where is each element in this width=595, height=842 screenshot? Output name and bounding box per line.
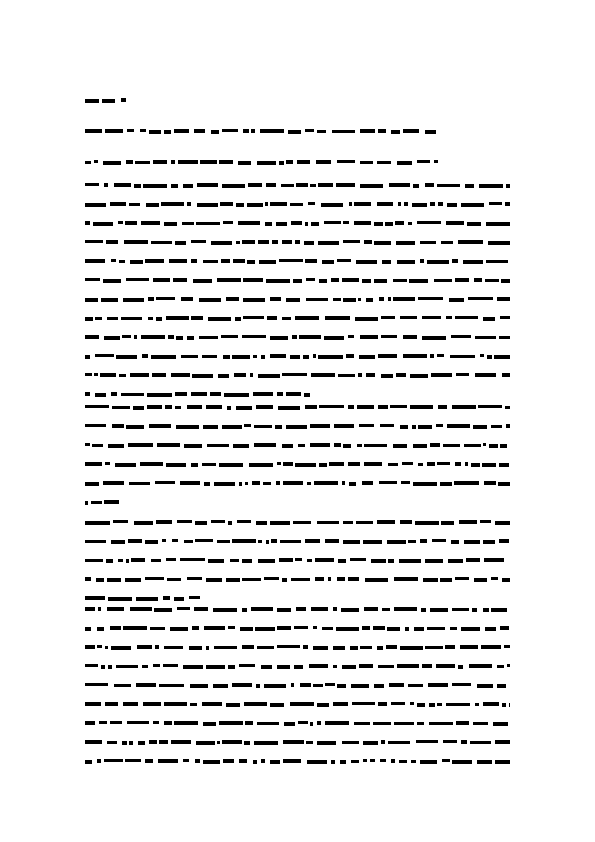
paragraph-4-line bbox=[85, 626, 510, 631]
paragraph-2-line bbox=[85, 443, 510, 448]
paragraph-1-line bbox=[85, 278, 510, 283]
paragraph-1-line bbox=[85, 335, 510, 340]
paragraph-3-line bbox=[85, 596, 200, 601]
paragraph-2-line bbox=[85, 500, 119, 505]
paragraph-2-line bbox=[85, 405, 510, 410]
paragraph-4-line bbox=[85, 702, 510, 707]
paragraph-1-line bbox=[85, 183, 510, 188]
paragraph-4-line bbox=[85, 721, 510, 726]
paragraph-4-line bbox=[85, 607, 510, 612]
paragraph-1-line bbox=[85, 354, 510, 359]
paragraph-3-line bbox=[85, 539, 510, 544]
paragraph-2-line bbox=[85, 424, 510, 429]
title-line bbox=[85, 129, 436, 134]
paragraph-4-line bbox=[85, 740, 510, 745]
paragraph-1-line bbox=[85, 316, 510, 321]
paragraph-3-line bbox=[85, 520, 510, 525]
paragraph-2-line bbox=[85, 462, 510, 467]
paragraph-1-line bbox=[85, 392, 310, 397]
header-line bbox=[85, 98, 126, 103]
paragraph-3-line bbox=[85, 558, 510, 563]
paragraph-1-line bbox=[85, 297, 510, 302]
paragraph-1-line bbox=[85, 221, 510, 226]
paragraph-1-line bbox=[85, 240, 510, 245]
paragraph-4-line bbox=[85, 645, 510, 650]
paragraph-1-line bbox=[85, 202, 510, 207]
paragraph-1-line bbox=[85, 373, 510, 378]
paragraph-2-line bbox=[85, 481, 510, 486]
paragraph-4-line bbox=[85, 759, 510, 764]
paragraph-1-line bbox=[85, 259, 510, 264]
paragraph-4-line bbox=[85, 664, 510, 669]
paragraph-3-line bbox=[85, 577, 510, 582]
paragraph-4-line bbox=[85, 683, 510, 688]
subtitle-line bbox=[85, 160, 438, 165]
